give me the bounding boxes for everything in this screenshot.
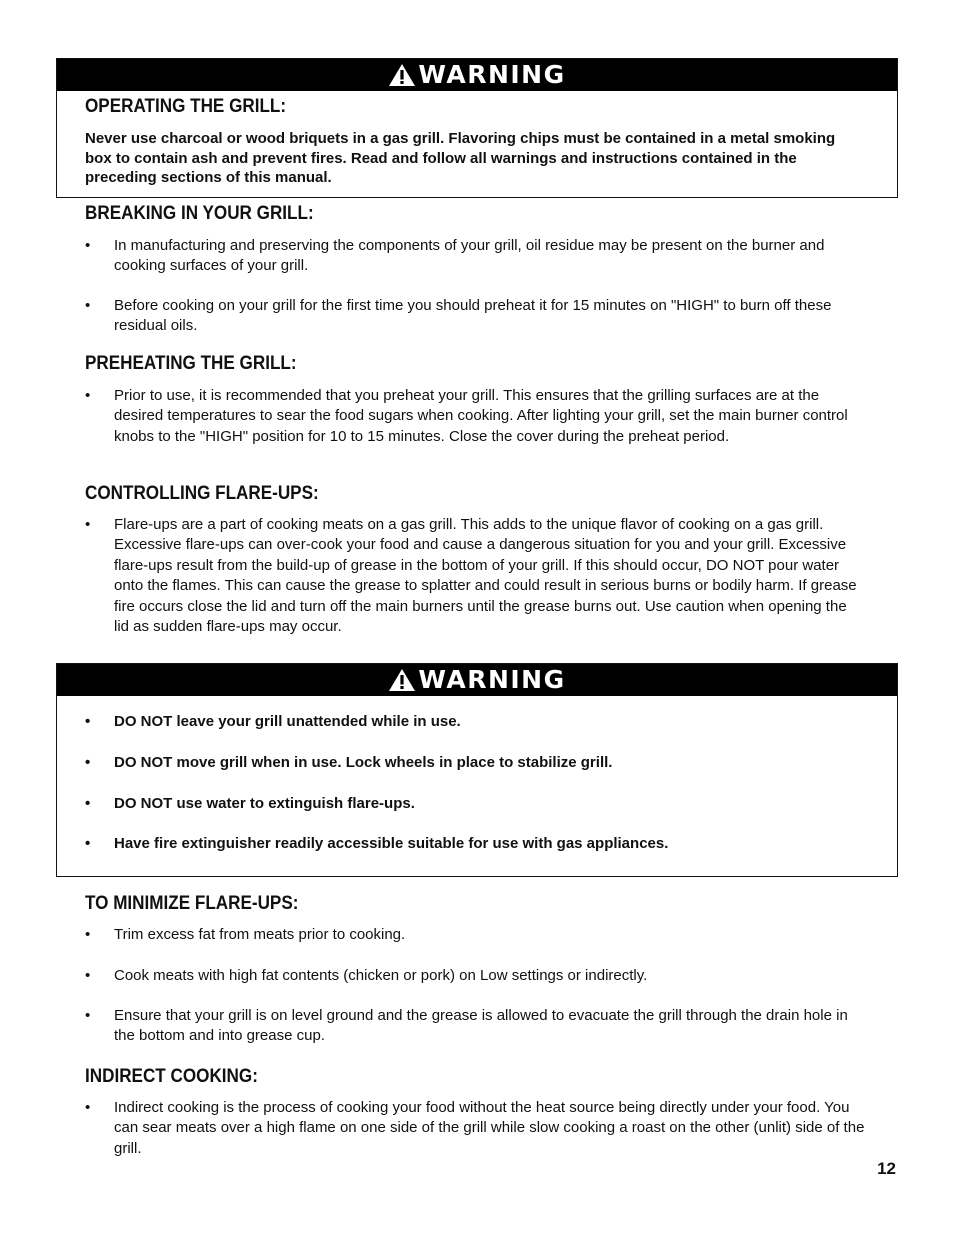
list-item: • In manufacturing and preserving the components of your grill, oil residue may be present on the burner and cooking surfaces of your grill. — [85, 237, 825, 275]
list-item: • Ensure that your grill is on level ground and the grease is allowed to evacuate the grill through the drain hole in the bottom and into grease cup. — [85, 1007, 848, 1045]
warning-label: WARNING — [418, 60, 566, 89]
list-item: • Indirect cooking is the process of cooking your food without the heat source being directly under your food. You can sear meats over a high flame on one side of the grill while slow cooking a roast on the other (unlit) side of the grill. — [85, 1099, 865, 1157]
operating-warning-text: Never use charcoal or wood briquets in a gas grill. Flavoring chips must be contained in a metal smoking box to contain ash and prevent fires. Read and follow all warnings and instructions contained in the preceding sections of this manual. — [85, 130, 836, 187]
page-number: 12 — [877, 1159, 896, 1178]
heading-controlling-flare-ups: CONTROLLING FLARE-UPS: — [85, 483, 319, 504]
list-item: • Prior to use, it is recommended that you preheat your grill. This ensures that the grilling surfaces are at the desired temperatures to sear the food sugars when cooking. After lighting your grill, set the main burner control knobs to the "HIGH" position for 10 to 15 minutes. Close the cover during the preheat period. — [85, 387, 848, 445]
list-item: • Before cooking on your grill for the first time you should preheat it for 15 minutes on "HIGH" to burn off these residual oils. — [85, 297, 832, 335]
list-item: • Have fire extinguisher readily accessible suitable for use with gas appliances. — [85, 834, 865, 854]
bullet-icon: • — [85, 835, 91, 852]
list-item: • Trim excess fat from meats prior to cooking. — [85, 925, 865, 945]
warning-label: WARNING — [418, 665, 566, 694]
bullet-icon: • — [85, 1099, 91, 1116]
list-item: • Cook meats with high fat contents (chicken or pork) on Low settings or indirectly. — [85, 966, 865, 986]
warning-banner — [57, 664, 897, 696]
bullet-icon: • — [85, 713, 91, 730]
bullet-icon: • — [85, 754, 91, 771]
warning-triangle-icon — [388, 63, 416, 87]
heading-minimize-flare-ups: TO MINIMIZE FLARE-UPS: — [85, 893, 299, 914]
list-item: • Flare-ups are a part of cooking meats on a gas grill. This adds to the unique flavor of cooking on a gas grill. Excessive flare-ups can over-cook your food and cause a dangerous situation for you and your grill. Excessive flare-ups result from the build-up of grease in the bottom of your grill. If this should occur, DO NOT pour water onto the flames. This can cause the grease to splatter and could result in serious burns or bodily harm. If grease fire occurs close the lid and turn off the main burners until the grease burns out. Use caution when opening the lid as sudden flare-ups may occur. — [85, 516, 857, 636]
bullet-icon: • — [85, 926, 91, 943]
warning-box-safety — [56, 663, 898, 877]
bullet-icon: • — [85, 1007, 91, 1024]
bullet-icon: • — [85, 516, 91, 533]
warning-triangle-icon — [388, 668, 416, 692]
bullet-icon: • — [85, 387, 91, 404]
list-item: • DO NOT use water to extinguish flare-ups. — [85, 794, 865, 814]
bullet-icon: • — [85, 237, 91, 254]
list-item: • DO NOT leave your grill unattended while in use. — [85, 712, 865, 732]
bullet-icon: • — [85, 795, 91, 812]
heading-breaking-in: BREAKING IN YOUR GRILL: — [85, 203, 314, 224]
bullet-icon: • — [85, 297, 91, 314]
heading-operating-grill: OPERATING THE GRILL: — [85, 96, 287, 117]
heading-indirect-cooking: INDIRECT COOKING: — [85, 1066, 258, 1087]
bullet-icon: • — [85, 967, 91, 984]
heading-preheating: PREHEATING THE GRILL: — [85, 353, 297, 374]
list-item: • DO NOT move grill when in use. Lock wheels in place to stabilize grill. — [85, 753, 865, 773]
warning-banner — [57, 59, 897, 91]
warning-box-operating — [56, 58, 898, 198]
